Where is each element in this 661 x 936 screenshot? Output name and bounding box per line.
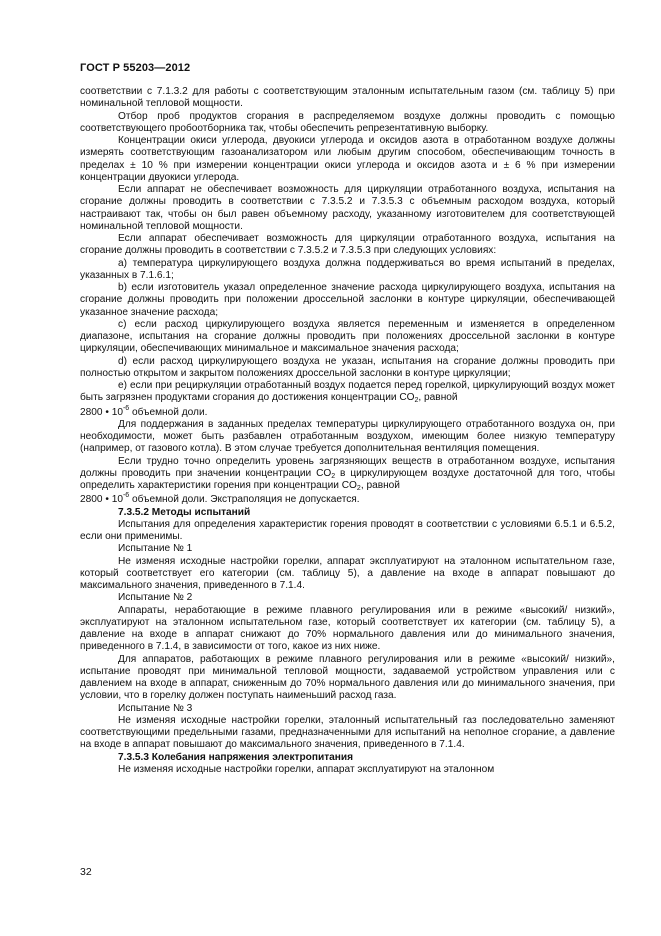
list-item [80,380,615,405]
superscript: -6 [122,492,130,500]
paragraph [80,456,615,493]
subscript: 2 [356,485,361,492]
text-run: объемной доли. Экстраполяция не допускается. [129,494,360,506]
paragraph: Для поддержания в заданных пределах температуры циркулирующего отработанного воздуха он, при необходимости, может быть разбавлен отработанным воздухом, имеющим более низкую температуру (например, от газового котла). В этом случае требуется дополнительная вентиляция помещения. [80,418,615,455]
paragraph: Аппараты, неработающие в режиме плавного регулирования или в режиме «высокий/ низкий», эксплуатируют на эталонном испытательном газе, который соответствует их категории (см. таблицу 5), а давление на входе в аппарат снижают до 70% нормального давления или до минимального значения, приведенного в 7.1.4, в зависимости от того, какое из них ниже. [80,604,615,653]
text-run: объемной доли. [129,406,208,418]
paragraph: Не изменяя исходные настройки горелки, эталонный испытательный газ последовательно заменяют соответствующими предельными газами, предназначенными для испытаний на неполное сгорание, а давление на входе в аппарат повышают до максимального значения, приведенного в 7.1.4. [80,714,615,751]
paragraph: Для аппаратов, работающих в режиме плавного регулирования или в режиме «высокий/ низкий», испытание проводят при минимальной тепловой мощности, задаваемой устройством управления или с давлением на входе в аппарат, сниженным до 70% нормального давления или до минимального значения, при условии, что в горелку должен поступать наименьший расход газа. [80,653,615,702]
paragraph: соответствии с 7.1.3.2 для работы с соответствующим эталонным испытательным газом (см. таблицу 5) при номинальной тепловой мощности. [80,86,615,110]
text-run: 2800 • 10 [80,494,123,506]
test-label: Испытание № 3 [118,702,193,714]
page-number: 32 [80,866,92,878]
list-item: c) если расход циркулирующего воздуха является переменным и изменяется в определенном диапазоне, испытания на сгорание должны проводить при положениях дроссельной заслонки в контуре циркуляции, обеспечивающих минимальное и максимальное значения расхода; [80,318,615,355]
list-item: b) если изготовитель указал определенное значение расхода циркулирующего воздуха, испытания на сгорание должны проводить при положении дроссельной заслонки в контуре циркуляции, обеспечивающей указанное значение расхода; [80,282,615,318]
text-run: в циркулирующем воздухе достаточной для того, чтобы определить характеристики горения при концентрации CO [80,467,615,491]
document-header: ГОСТ Р 55203—2012 [80,62,191,74]
test-label: Испытание № 1 [118,543,193,555]
paragraph [80,404,615,419]
section-heading: 7.3.5.3 Колебания напряжения электропитания [118,751,354,763]
paragraph: Не изменяя исходные настройки горелки, аппарат эксплуатируют на эталонном [118,763,495,775]
list-item: a) температура циркулирующего воздуха должна поддерживаться во время испытаний в пределах, указанных в 7.1.6.1; [80,257,615,281]
text-run: , равной [360,480,400,491]
paragraph: Не изменяя исходные настройки горелки, аппарат эксплуатируют на эталонном испытательном газе, который соответствует его категории (см. таблицу 5), а давление на входе в аппарат повышают до максимального значения, приведенного в 7.1.4. [80,555,615,591]
paragraph: Испытания для определения характеристик горения проводят в соответствии с условиями 6.5.1 и 6.5.2, если они применимы. [80,518,615,542]
paragraph: Если аппарат не обеспечивает возможность для циркуляции отработанного воздуха, испытания на сгорание должны проводить в соответствии с 7.3.5.2 и 7.3.5.3 с объемным расходом воздуха, который настраивают так, чтобы он был равен объемному расходу, указанному изготовителем для соответствующей номинальной тепловой мощности. [80,184,615,232]
text-run: , равной [418,392,458,404]
paragraph: Если аппарат обеспечивает возможность для циркуляции отработанного воздуха, испытания на сгорание должны проводить в соответствии с 7.3.5.2 и 7.3.5.3 при следующих условиях: [80,233,615,257]
superscript: -6 [122,404,130,412]
section-heading: 7.3.5.2 Методы испытаний [118,506,251,518]
subscript: 2 [414,397,419,405]
list-item: d) если расход циркулирующего воздуха не указан, испытания на сгорание должны проводить при полностью открытом и закрытом положениях дроссельной заслонки в контуре циркуляции; [80,355,615,379]
text-run: 2800 • 10 [80,406,123,418]
page-body [80,86,615,776]
paragraph: Концентрации окиси углерода, двуокиси углерода и оксидов азота в отработанном воздухе должны измерять соответствующим газоанализатором или любым другим способом, обеспечивающим точность в пределах ± 10 % при измерении концентрации окиси углерода и оксидов азота и ± 6 % при измерении концентрации двуокиси углерода. [80,135,615,183]
paragraph: Отбор проб продуктов сгорания в распределяемом воздухе должны проводить с помощью соответствующего пробоотборника так, чтобы обеспечить репрезентативную выборку. [80,110,615,134]
text-run: Если трудно точно определить уровень загрязняющих веществ в отработанном воздухе, испытания должны проводить при значении концентрации CO [80,455,615,479]
test-label: Испытание № 2 [118,592,193,604]
subscript: 2 [331,472,336,480]
text-run: e) если при рециркуляции отработанный воздух подается перед горелкой, циркулирующий воздух может быть загрязнен продуктами сгорания до достижения концентрации CO [80,380,615,404]
paragraph [80,494,615,506]
